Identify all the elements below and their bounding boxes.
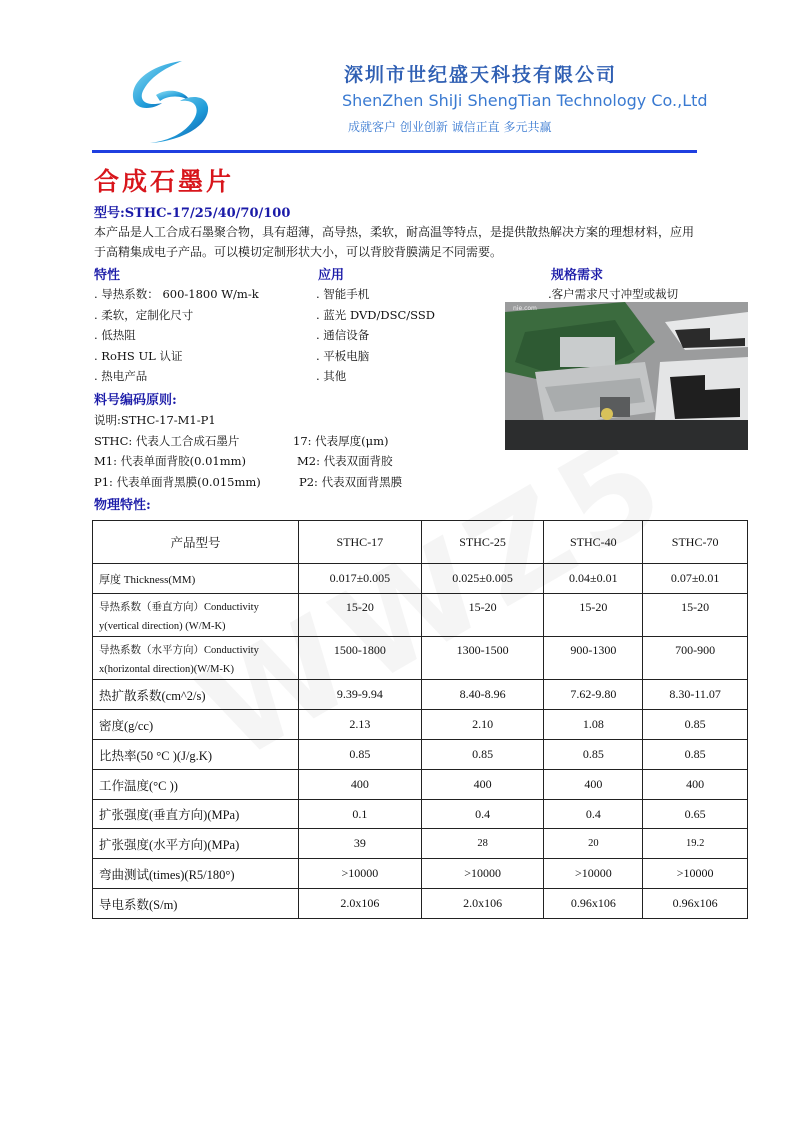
- table-header-row: [93, 521, 748, 564]
- cell: 400: [544, 770, 643, 800]
- product-photo: [505, 302, 748, 450]
- coding-row-right: P2: 代表双面背黑膜: [299, 475, 403, 489]
- cell: 8.40-8.96: [421, 680, 544, 710]
- cell: 1300-1500: [421, 637, 544, 680]
- cell: 1500-1800: [299, 637, 422, 680]
- cell: >10000: [544, 859, 643, 889]
- row-label: 厚度 Thickness(MM): [93, 564, 299, 594]
- table-row: [93, 859, 748, 889]
- header-cell: STHC-70: [643, 521, 748, 564]
- spec-text: .客户需求尺寸冲型或裁切: [548, 287, 679, 301]
- header-cell: STHC-25: [421, 521, 544, 564]
- cell: 0.85: [299, 740, 422, 770]
- cell: 0.65: [643, 800, 748, 829]
- application-item: . 蓝光 DVD/DSC/SSD: [316, 307, 435, 322]
- table-row: [93, 740, 748, 770]
- cell: 0.96x106: [643, 889, 748, 919]
- table-row: [93, 564, 748, 594]
- coding-row-left: P1: 代表单面背黑膜(0.015mm): [94, 475, 261, 489]
- cell: 400: [643, 770, 748, 800]
- product-description: 本产品是人工合成石墨聚合物，具有超薄，高导热，柔软，耐高温等特点，是提供散热解决方案的理想材料，应用于高精集成电子产品。可以模切定制形状大小，可以背胶背膜满足不同需要。: [94, 225, 695, 259]
- applications-heading: 应用: [318, 268, 345, 283]
- cell: 8.30-11.07: [643, 680, 748, 710]
- application-item: . 通信设备: [316, 328, 370, 342]
- feature-item: . 柔软，定制化尺寸: [94, 307, 194, 322]
- cell: 15-20: [421, 594, 544, 637]
- cell: 28: [421, 829, 544, 859]
- cell: >10000: [421, 859, 544, 889]
- table-row: [93, 800, 748, 829]
- table-row: [93, 637, 748, 680]
- spec-heading: 规格需求: [551, 268, 604, 283]
- application-item: . 智能手机: [316, 287, 370, 301]
- row-label: 导电系数(S/m): [93, 889, 299, 919]
- feature-item: . 热电产品: [94, 369, 148, 383]
- row-label: 扩张强度(垂直方向)(MPa): [93, 800, 299, 829]
- cell: 15-20: [299, 594, 422, 637]
- cell: 0.4: [544, 800, 643, 829]
- cell: 39: [299, 829, 422, 859]
- svg-text:nie.com: nie.com: [513, 305, 537, 312]
- cell: 0.017±0.005: [299, 564, 422, 594]
- cell: 0.04±0.01: [544, 564, 643, 594]
- row-label: 扩张强度(水平方向)(MPa): [93, 829, 299, 859]
- cell: 2.0x106: [299, 889, 422, 919]
- cell: 0.85: [544, 740, 643, 770]
- coding-row-right: 17: 代表厚度(μm): [293, 434, 389, 448]
- cell: 400: [421, 770, 544, 800]
- table-row: [93, 770, 748, 800]
- row-label: 密度(g/cc): [93, 710, 299, 740]
- header-cell: STHC-40: [544, 521, 643, 564]
- table-row: [93, 594, 748, 637]
- physical-heading: 物理特性:: [94, 498, 151, 513]
- cell: 0.07±0.01: [643, 564, 748, 594]
- coding-row-right: M2: 代表双面背胶: [297, 454, 393, 468]
- cell: >10000: [299, 859, 422, 889]
- row-label: 弯曲测试(times)(R5/180°): [93, 859, 299, 889]
- cell: 7.62-9.80: [544, 680, 643, 710]
- table-row: [93, 680, 748, 710]
- table-row: [93, 889, 748, 919]
- row-label: 工作温度(°C )): [93, 770, 299, 800]
- coding-heading: 料号编码原则:: [94, 393, 177, 408]
- row-label: 热扩散系数(cm^2/s): [93, 680, 299, 710]
- row-label: 导热系数（垂直方向）Conductivity y(vertical direction) (W/M-K): [93, 594, 299, 637]
- properties-table: [92, 520, 748, 919]
- features-list: [94, 284, 259, 387]
- cell: 0.96x106: [544, 889, 643, 919]
- feature-item: . RoHS UL 认证: [94, 348, 183, 363]
- table-row: [93, 710, 748, 740]
- cell: >10000: [643, 859, 748, 889]
- row-label: 比热率(50 °C )(J/g.K): [93, 740, 299, 770]
- model-line: 型号:STHC-17/25/40/70/100: [94, 206, 291, 221]
- cell: 0.85: [421, 740, 544, 770]
- cell: 2.13: [299, 710, 422, 740]
- cell: 700-900: [643, 637, 748, 680]
- header-cell: STHC-17: [299, 521, 422, 564]
- cell: 0.4: [421, 800, 544, 829]
- application-item: . 其他: [316, 369, 347, 383]
- company-name-cn: 深圳市世纪盛天科技有限公司: [344, 64, 618, 86]
- company-logo: [120, 55, 220, 150]
- feature-item: . 导热系数： 600-1800 W/m-k: [94, 287, 259, 301]
- header-divider: [92, 150, 697, 153]
- cell: 9.39-9.94: [299, 680, 422, 710]
- cell: 19.2: [643, 829, 748, 859]
- company-name-en: ShenZhen ShiJi ShengTian Technology Co.,Ltd: [342, 91, 708, 110]
- page-title: 合成石墨片: [94, 167, 235, 196]
- cell: 15-20: [544, 594, 643, 637]
- cell: 0.85: [643, 710, 748, 740]
- application-item: . 平板电脑: [316, 348, 370, 363]
- coding-row-left: STHC: 代表人工合成石墨片: [94, 434, 240, 448]
- coding-example: 说明:STHC-17-M1-P1: [94, 413, 216, 427]
- cell: 15-20: [643, 594, 748, 637]
- cell: 20: [544, 829, 643, 859]
- cell: 0.85: [643, 740, 748, 770]
- cell: 400: [299, 770, 422, 800]
- features-heading: 特性: [94, 268, 121, 283]
- cell: 900-1300: [544, 637, 643, 680]
- table-row: [93, 829, 748, 859]
- company-slogan: 成就客户 创业创新 诚信正直 多元共赢: [348, 120, 552, 134]
- cell: 0.1: [299, 800, 422, 829]
- row-label: 导热系数（水平方向）Conductivity x(horizontal direction)(W/M-K): [93, 637, 299, 680]
- header-cell: 产品型号: [93, 521, 299, 564]
- cell: 1.08: [544, 710, 643, 740]
- cell: 2.0x106: [421, 889, 544, 919]
- cell: 2.10: [421, 710, 544, 740]
- cell: 0.025±0.005: [421, 564, 544, 594]
- coding-row-left: M1: 代表单面背胶(0.01mm): [94, 454, 247, 468]
- applications-list: [316, 284, 435, 387]
- feature-item: . 低热阻: [94, 328, 136, 342]
